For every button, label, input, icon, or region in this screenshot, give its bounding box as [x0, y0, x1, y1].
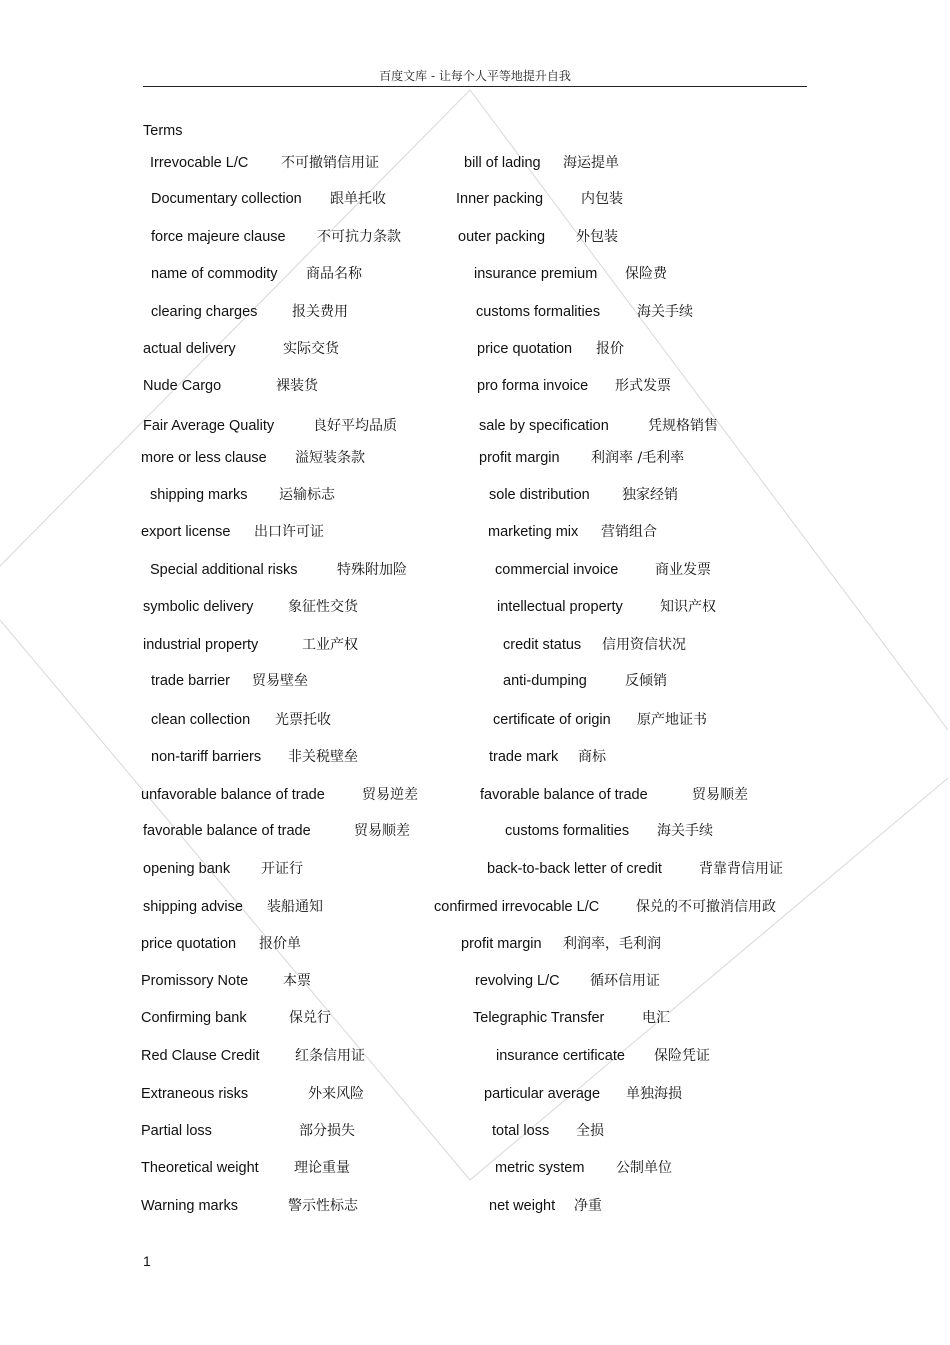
term-chinese: 开证行 [261, 861, 303, 877]
term-english: credit status [503, 637, 582, 653]
term-chinese: 实际交货 [283, 341, 339, 357]
term-chinese: 营销组合 [601, 524, 657, 540]
term-english: unfavorable balance of trade [141, 787, 325, 803]
term-english: intellectual property [497, 599, 623, 615]
term-chinese: 商品名称 [306, 266, 362, 282]
term-chinese: 形式发票 [615, 378, 671, 394]
term-english: industrial property [143, 637, 259, 653]
term-english: total loss [492, 1123, 550, 1139]
term-english: Inner packing [456, 191, 544, 207]
term-chinese: 警示性标志 [288, 1198, 358, 1214]
term-chinese: 外包装 [576, 229, 618, 245]
term-chinese: 光票托收 [275, 712, 331, 728]
term-chinese: 部分损失 [299, 1123, 355, 1139]
term-english: outer packing [458, 229, 546, 245]
page-header: 百度文库 - 让每个人平等地提升自我 [379, 69, 571, 83]
term-english: metric system [495, 1160, 585, 1176]
term-chinese: 贸易顺差 [354, 823, 410, 839]
term-chinese: 良好平均品质 [313, 418, 397, 434]
term-chinese: 全损 [576, 1123, 604, 1139]
term-chinese: 本票 [283, 973, 311, 989]
term-chinese: 装船通知 [267, 899, 323, 915]
term-english: Promissory Note [141, 973, 249, 989]
term-chinese: 独家经销 [622, 487, 678, 503]
term-chinese: 不可抗力条款 [317, 229, 401, 245]
header-rule [143, 86, 807, 87]
term-chinese: 海关手续 [657, 823, 713, 839]
term-english: Nude Cargo [143, 378, 222, 394]
term-english: symbolic delivery [143, 599, 254, 615]
term-english: particular average [484, 1086, 601, 1102]
term-chinese: 外来风险 [308, 1086, 364, 1102]
term-chinese: 海运提单 [563, 155, 619, 171]
term-english: confirmed irrevocable L/C [434, 899, 600, 915]
term-chinese: 知识产权 [660, 599, 716, 615]
term-english: Extraneous risks [141, 1086, 249, 1102]
term-english: Telegraphic Transfer [473, 1010, 605, 1026]
term-chinese: 保险费 [625, 266, 667, 282]
term-chinese: 红条信用证 [295, 1048, 365, 1064]
term-chinese: 贸易顺差 [692, 787, 748, 803]
term-chinese: 净重 [574, 1198, 602, 1214]
term-chinese: 原产地证书 [637, 712, 707, 728]
term-english: commercial invoice [495, 562, 619, 578]
term-english: more or less clause [141, 450, 267, 466]
term-chinese: 象征性交货 [288, 599, 358, 615]
term-english: actual delivery [143, 341, 236, 357]
term-chinese: 贸易壁垒 [252, 673, 308, 689]
term-chinese: 海关手续 [637, 304, 693, 320]
term-chinese: 报关费用 [292, 304, 348, 320]
term-english: profit margin [479, 450, 560, 466]
term-english: sale by specification [479, 418, 609, 434]
term-english: Theoretical weight [141, 1160, 259, 1176]
term-chinese: 内包装 [581, 191, 623, 207]
term-english: Warning marks [141, 1198, 238, 1214]
term-chinese: 商业发票 [655, 562, 711, 578]
term-chinese: 工业产权 [302, 637, 358, 653]
term-english: back-to-back letter of credit [487, 861, 662, 877]
term-english: favorable balance of trade [480, 787, 648, 803]
term-chinese: 利润率，毛利润 [563, 936, 661, 952]
term-english: Fair Average Quality [143, 418, 275, 434]
term-english: customs formalities [505, 823, 630, 839]
term-chinese: 单独海损 [626, 1086, 682, 1102]
term-english: pro forma invoice [477, 378, 589, 394]
term-english: Confirming bank [141, 1010, 247, 1026]
term-chinese: 电汇 [642, 1010, 670, 1026]
term-english: shipping advise [143, 899, 243, 915]
term-chinese: 不可撤销信用证 [281, 155, 379, 171]
term-english: Partial loss [141, 1123, 212, 1139]
term-chinese: 凭规格销售 [648, 418, 718, 434]
term-chinese: 溢短装条款 [295, 450, 365, 466]
term-english: opening bank [143, 861, 231, 877]
term-english: Irrevocable L/C [150, 155, 249, 171]
term-english: Special additional risks [150, 562, 298, 578]
term-english: certificate of origin [493, 712, 611, 728]
term-english: bill of lading [464, 155, 541, 171]
term-chinese: 保兑行 [289, 1010, 331, 1026]
term-english: insurance premium [474, 266, 598, 282]
term-english: shipping marks [150, 487, 248, 503]
term-chinese: 报价单 [259, 936, 301, 952]
term-english: net weight [489, 1198, 556, 1214]
term-english: favorable balance of trade [143, 823, 311, 839]
term-english: marketing mix [488, 524, 579, 540]
term-english: customs formalities [476, 304, 601, 320]
term-chinese: 跟单托收 [330, 191, 386, 207]
term-chinese: 信用资信状况 [602, 637, 686, 653]
term-english: anti-dumping [503, 673, 587, 689]
page-number: 1 [143, 1253, 151, 1269]
term-chinese: 循环信用证 [590, 973, 660, 989]
term-english: Red Clause Credit [141, 1048, 260, 1064]
term-chinese: 保兑的不可撤消信用政 [636, 899, 776, 915]
term-english: export license [141, 524, 231, 540]
term-chinese: 特殊附加险 [337, 562, 407, 578]
term-english: price quotation [477, 341, 573, 357]
term-chinese: 理论重量 [294, 1160, 350, 1176]
term-chinese: 利润率 /毛利率 [591, 450, 685, 466]
term-chinese: 公制单位 [616, 1160, 672, 1176]
term-chinese: 反倾销 [625, 673, 667, 689]
term-chinese: 保险凭证 [654, 1048, 710, 1064]
term-chinese: 贸易逆差 [362, 787, 418, 803]
term-english: clean collection [151, 712, 251, 728]
term-chinese: 运输标志 [279, 487, 335, 503]
term-chinese: 背靠背信用证 [699, 861, 783, 877]
term-chinese: 商标 [578, 749, 606, 765]
term-english: insurance certificate [496, 1048, 625, 1064]
term-english: profit margin [461, 936, 542, 952]
term-english: force majeure clause [151, 229, 286, 245]
term-english: revolving L/C [475, 973, 560, 989]
term-english: Documentary collection [151, 191, 302, 207]
term-chinese: 裸装货 [276, 378, 318, 394]
term-english: name of commodity [151, 266, 278, 282]
term-chinese: 出口许可证 [254, 524, 324, 540]
term-english: trade mark [489, 749, 559, 765]
section-heading: Terms [143, 123, 183, 139]
term-english: price quotation [141, 936, 237, 952]
term-english: non-tariff barriers [151, 749, 262, 765]
term-chinese: 非关税壁垒 [288, 749, 358, 765]
term-english: trade barrier [151, 673, 230, 689]
term-english: sole distribution [489, 487, 590, 503]
term-english: clearing charges [151, 304, 258, 320]
term-chinese: 报价 [596, 341, 624, 357]
